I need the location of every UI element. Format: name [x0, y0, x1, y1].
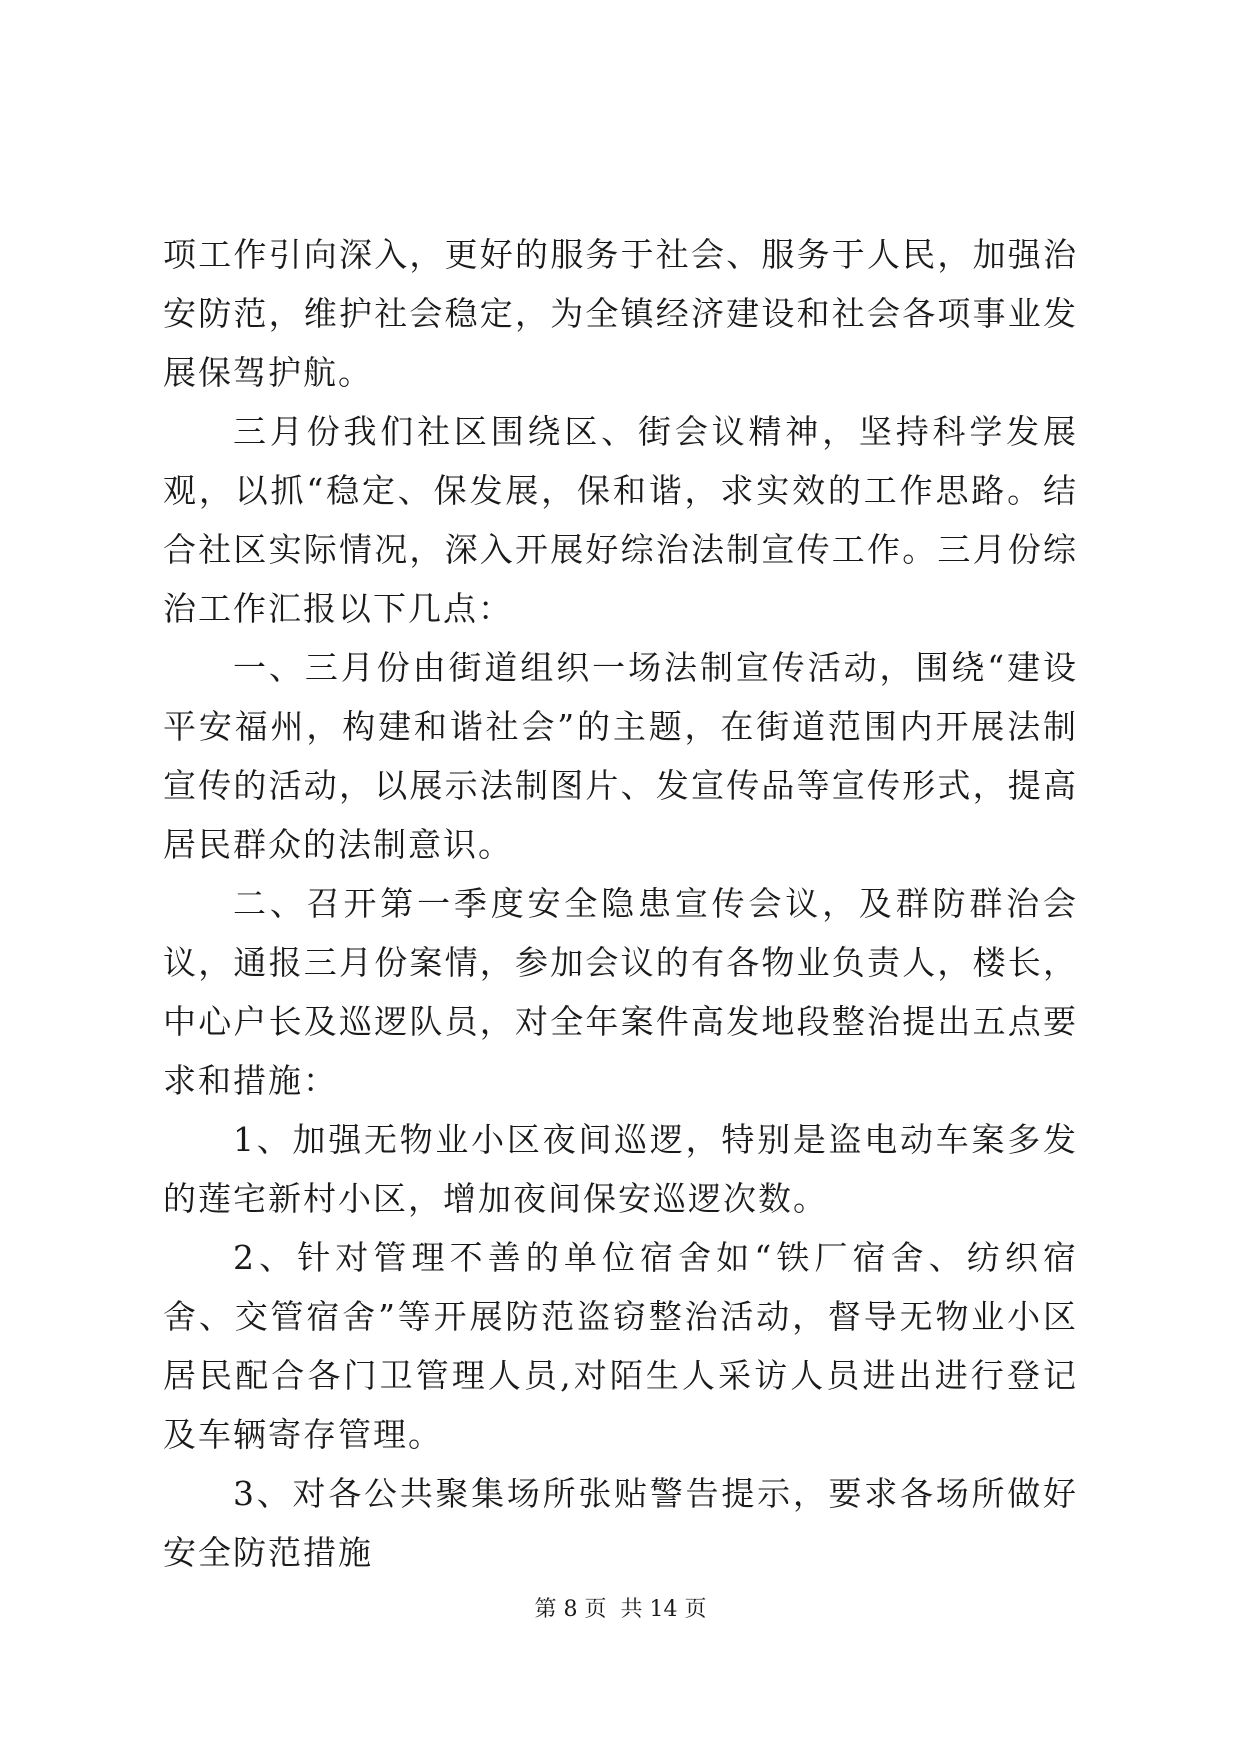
paragraph-2: 三月份我们社区围绕区、街会议精神，坚持科学发展观，以抓“稳定、保发展，保和谐，求实效的工作思路。结合社区实际情况，深入开展好综治法制宣传工作。三月份综治工作汇报以下几点： [163, 412, 1078, 628]
paragraph-1: 项工作引向深入，更好的服务于社会、服务于人民，加强治安防范，维护社会稳定，为全镇经济建设和社会各项事业发展保驾护航。 [163, 235, 1078, 392]
paragraph-3: 一、三月份由街道组织一场法制宣传活动，围绕“建设平安福州，构建和谐社会”的主题，在街道范围内开展法制宣传的活动，以展示法制图片、发宣传品等宣传形式，提高居民群众的法制意识。 [163, 648, 1078, 864]
page-number: 第 8 页 [534, 1597, 607, 1622]
paragraph-5: 1、加强无物业小区夜间巡逻，特别是盗电动车案多发的莲宅新村小区，增加夜间保安巡逻次数。 [163, 1120, 1078, 1218]
page-footer [0, 1592, 1241, 1623]
paragraph-7: 3、对各公共聚集场所张贴警告提示，要求各场所做好安全防范措施 [163, 1474, 1078, 1572]
document-body [163, 225, 1078, 1582]
paragraph-6: 2、针对管理不善的单位宿舍如“铁厂宿舍、纺织宿舍、交管宿舍”等开展防范盗窃整治活动，督导无物业小区居民配合各门卫管理人员,对陌生人采访人员进出进行登记及车辆寄存管理。 [163, 1238, 1078, 1454]
page-total: 共 14 页 [620, 1597, 707, 1622]
paragraph-4: 二、召开第一季度安全隐患宣传会议，及群防群治会议，通报三月份案情，参加会议的有各物业负责人，楼长，中心户长及巡逻队员，对全年案件高发地段整治提出五点要求和措施： [163, 884, 1078, 1100]
